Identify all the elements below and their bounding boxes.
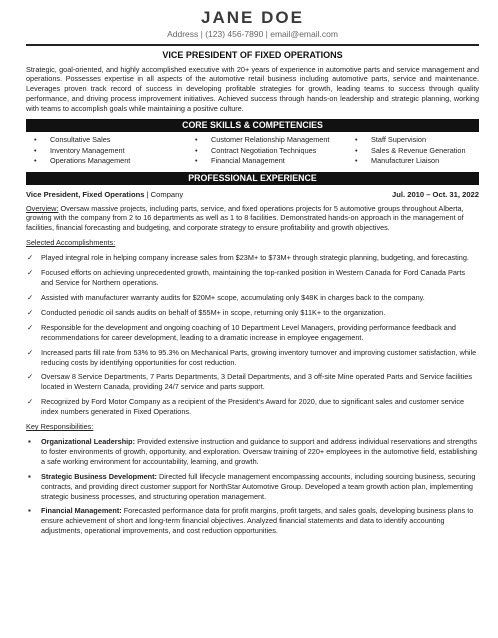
candidate-name: JANE DOE [201, 8, 304, 27]
overview-text: Oversaw massive projects, including parts, service, and fixed operations projects for 5 automotive groups throughout Alberta, growing with the company from 2 to 16 departments as well as 1 to 8 facilities. Demonstrated hands-on approach in the management of facilities, financial forecasting and budgeting, and corporate strategy to ensure profitability and growth objectives. [26, 203, 464, 233]
responsibility-title: Financial Management: [41, 506, 122, 516]
skill-item: • Operations Management [26, 156, 187, 167]
responsibility-text: Directed full lifecycle management encompassing accounts, including sourcing business, securing contracts, and providing direct customer support for NorthStar Automotive Group. Developed a team growth action plan, implementing strategic business processes, and structuring operation management. [41, 471, 476, 501]
accomplishment-item [26, 323, 479, 343]
skills-column-3 [347, 135, 477, 167]
responsibility-item [26, 506, 479, 536]
summary-paragraph: Strategic, goal-oriented, and highly accomplished executive with 20+ years of experience in automotive parts and service management and operations. Possesses expertise in all aspects of the automotive retail business including automotive parts, service and maintenance. Leverages proven track record of success in developing profitable strategies for growth, leading teams to success through quality performance, and driving process improvement initiatives. Achieved success through hands-on leadership and strategic planning, working with teams to accomplish goals while maintaining a positive culture. [26, 64, 479, 114]
contact-line: Address | (123) 456-7890 | email@email.com [167, 29, 338, 39]
responsibility-title: Strategic Business Development: [41, 471, 157, 481]
job-role: Vice President, Fixed Operations [26, 189, 145, 199]
accomplishments-label: Selected Accomplishments: [26, 238, 116, 248]
job-title-line: Vice President, Fixed Operations | Company [26, 189, 184, 199]
skill-item: • Financial Management [187, 156, 347, 167]
checkmark-icon: ✓ [27, 347, 34, 357]
checkmark-icon: ✓ [27, 397, 34, 407]
skill-item: • Sales & Revenue Generation [347, 146, 477, 157]
accomplishment-item [26, 308, 479, 318]
checkmark-icon: ✓ [27, 253, 34, 263]
accomplishment-item [26, 348, 479, 368]
accomplishment-item [26, 268, 479, 288]
job-dates: Jul. 2010 – Oct. 31, 2022 [392, 189, 479, 199]
accomplishment-item [26, 253, 479, 263]
skill-item: • Staff Supervision [347, 135, 477, 146]
square-bullet-icon: ▪ [28, 506, 31, 516]
skill-item: • Consultative Sales [26, 135, 187, 146]
responsibilities-label: Key Responsibilities: [26, 422, 94, 432]
accomplishment-text: Focused efforts on achieving unprecedented growth, maintaining the top-ranked position in Western Canada for Ford Canada Parts and Service for Northern operations. [41, 268, 466, 288]
headline-title: VICE PRESIDENT OF FIXED OPERATIONS [162, 49, 343, 60]
square-bullet-icon: ▪ [28, 471, 31, 481]
accomplishment-text: Increased parts fill rate from 53% to 95.3% on Mechanical Parts, growing inventory turnover and improving customer satisfaction, while reducing costs by identifying opportunities for cost reduction. [41, 347, 477, 367]
accomplishment-text: Recognized by Ford Motor Company as a recipient of the President's Award for 2020, due to significant sales and customer service index numbers generated in Fixed Operations. [41, 397, 465, 417]
responsibilities-list [26, 437, 479, 536]
accomplishment-item [26, 372, 479, 392]
accomplishment-text: Played integral role in helping company increase sales from $23M+ to $73M+ through strategic planning, budgeting, and forecasting. [41, 253, 469, 263]
accomplishment-text: Responsible for the development and ongoing coaching of 10 Department Level Managers, providing performance feedback and recommendations for career development, leading to a dramatic increase in employee engagement. [41, 322, 456, 342]
responsibility-text: Forecasted performance data for profit margins, profit targets, and sales goals, developing business plans to ensure achievement of short and long-term financial objectives. Analyzed financial statements and data to identify accounting adjustments, operational improvements, and cost reduction opportunities. [41, 506, 474, 536]
skill-item: • Customer Relationship Management [187, 135, 347, 146]
skills-column-2 [187, 135, 347, 167]
checkmark-icon: ✓ [27, 292, 34, 302]
checkmark-icon: ✓ [27, 307, 34, 317]
responsibility-text: Provided extensive instruction and guidance to support and address individual reservations and strengths to foster environments of growth, opportunity, and exploration. Oversaw training of 220+ employees in the automotive field, establishing a safe working environment for accountability, learning, and growth. [41, 437, 478, 466]
overview-label: Overview: [26, 203, 59, 213]
experience-heading: PROFESSIONAL EXPERIENCE [26, 172, 479, 185]
job-company: Company [150, 189, 184, 199]
job-header [26, 190, 479, 200]
skill-item: • Inventory Management [26, 146, 187, 157]
skills-column-1 [26, 135, 187, 167]
accomplishment-item [26, 397, 479, 417]
responsibility-item [26, 437, 479, 467]
responsibility-title: Organizational Leadership: [41, 437, 136, 447]
accomplishment-item [26, 293, 479, 303]
accomplishments-list [26, 253, 479, 417]
accomplishment-text: Assisted with manufacturer warranty audits for $20M+ scope, accumulating only $48K in charges back to the company. [41, 292, 425, 302]
skill-item: • Contract Negotiation Techniques [187, 146, 347, 157]
skills-list [26, 135, 479, 167]
responsibility-item [26, 472, 479, 502]
header-divider [26, 44, 479, 46]
accomplishment-text: Conducted periodic oil sands audits on behalf of $55M+ in scope, returning only $11K+ to the organization. [41, 307, 386, 317]
skill-item: • Manufacturer Liaison [347, 156, 477, 167]
checkmark-icon: ✓ [27, 372, 34, 382]
square-bullet-icon: ▪ [28, 437, 31, 447]
checkmark-icon: ✓ [27, 268, 34, 278]
accomplishment-text: Oversaw 8 Service Departments, 7 Parts Departments, 3 Detail Departments, and 3 off-site Mine operated Parts and Service facilities located in Western Canada, providing 24/7 service and parts support. [41, 372, 472, 392]
skills-heading: CORE SKILLS & COMPETENCIES [26, 119, 479, 132]
overview-paragraph [26, 204, 479, 234]
checkmark-icon: ✓ [27, 322, 34, 332]
